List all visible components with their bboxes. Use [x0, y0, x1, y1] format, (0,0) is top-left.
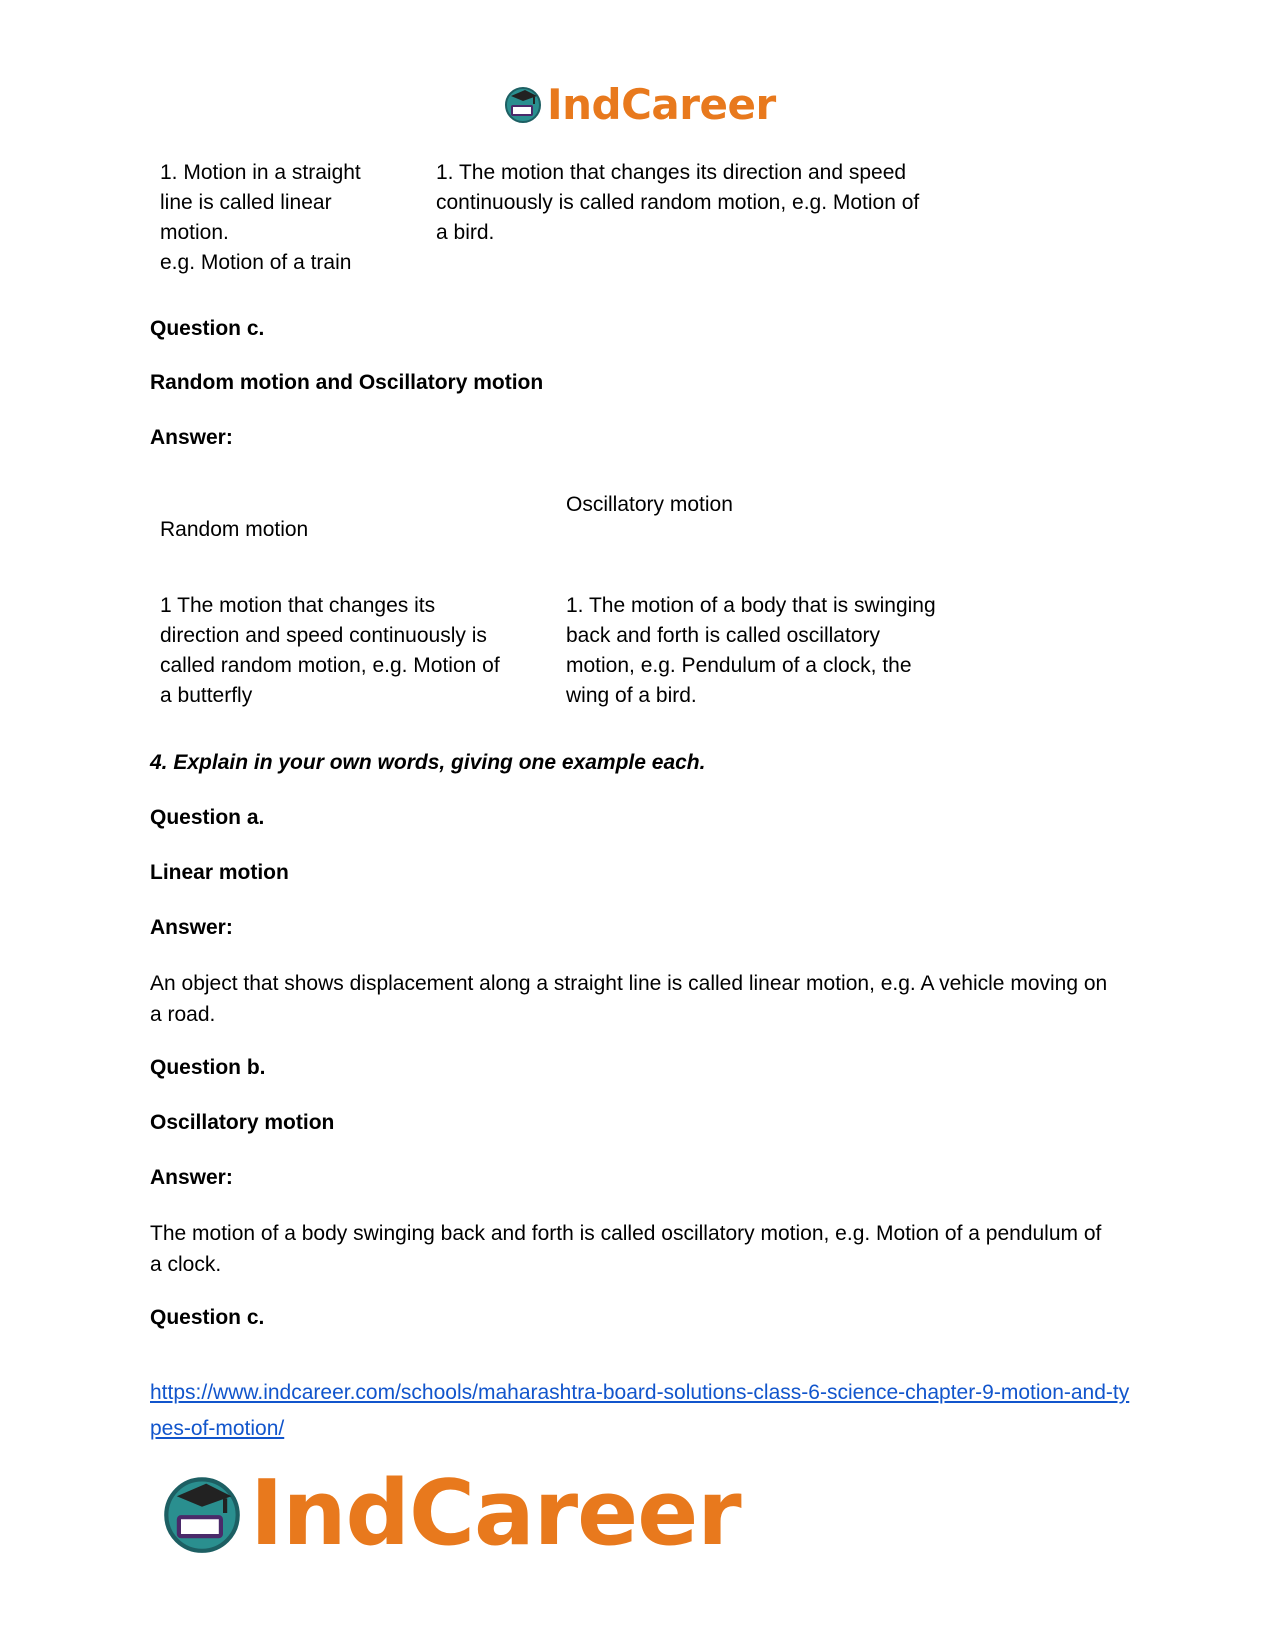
- table-line: 1. The motion of a body that is swinging: [566, 594, 936, 617]
- footer-logo: [160, 1460, 741, 1566]
- logo-text: IndCareer: [547, 79, 776, 129]
- answer-text: An object that shows displacement along a straight line is called linear motion, e.g. A vehicle moving on a road.: [150, 972, 1108, 1026]
- header-logo: [503, 80, 776, 128]
- globe-graduation-cap-icon: [160, 1471, 244, 1555]
- table-line: 1. Motion in a straight: [160, 161, 361, 184]
- table-header-random: Random motion: [160, 518, 309, 541]
- question-label: Question a.: [150, 806, 265, 829]
- table-line: back and forth is called oscillatory: [566, 624, 880, 647]
- question-title: Random motion and Oscillatory motion: [150, 371, 544, 394]
- table-line: 1 The motion that changes its: [160, 594, 436, 617]
- question-label: Question b.: [150, 1056, 266, 1079]
- table-header-oscillatory: Oscillatory motion: [566, 493, 733, 516]
- table-cell-oscillatory-def: [566, 591, 1006, 711]
- logo-text: IndCareer: [250, 1460, 741, 1566]
- question-title: Oscillatory motion: [150, 1111, 335, 1134]
- question-label: Question c.: [150, 1306, 265, 1329]
- globe-graduation-cap-icon: [503, 84, 543, 124]
- table-line: 1. The motion that changes its direction and speed: [436, 161, 907, 184]
- table-line: motion.: [160, 221, 229, 244]
- table-line: direction and speed continuously is: [160, 624, 487, 647]
- table-line: motion, e.g. Pendulum of a clock, the: [566, 654, 912, 677]
- table-line: a bird.: [436, 221, 495, 244]
- section-heading: 4. Explain in your own words, giving one example each.: [150, 751, 706, 774]
- table-line: continuously is called random motion, e.g. Motion of: [436, 191, 920, 214]
- answer-label: Answer:: [150, 916, 233, 939]
- table-line: called random motion, e.g. Motion of: [160, 654, 500, 677]
- table-line: wing of a bird.: [566, 684, 697, 707]
- source-link[interactable]: https://www.indcareer.com/schools/maharashtra-board-solutions-class-6-science-chapter-9-motion-and-types-of-motion/: [150, 1381, 1130, 1440]
- table-line: line is called linear: [160, 191, 332, 214]
- table-line: a butterfly: [160, 684, 253, 707]
- table-cell-random: [436, 158, 996, 248]
- question-label: Question c.: [150, 317, 265, 340]
- answer-label: Answer:: [150, 1166, 233, 1189]
- table-line: e.g. Motion of a train: [160, 251, 352, 274]
- answer-label: Answer:: [150, 426, 233, 449]
- table-cell-linear: [160, 158, 400, 278]
- answer-text: The motion of a body swinging back and forth is called oscillatory motion, e.g. Motion of a pendulum of a clock.: [150, 1222, 1102, 1276]
- table-cell-random-def: [160, 591, 540, 711]
- question-title: Linear motion: [150, 861, 289, 884]
